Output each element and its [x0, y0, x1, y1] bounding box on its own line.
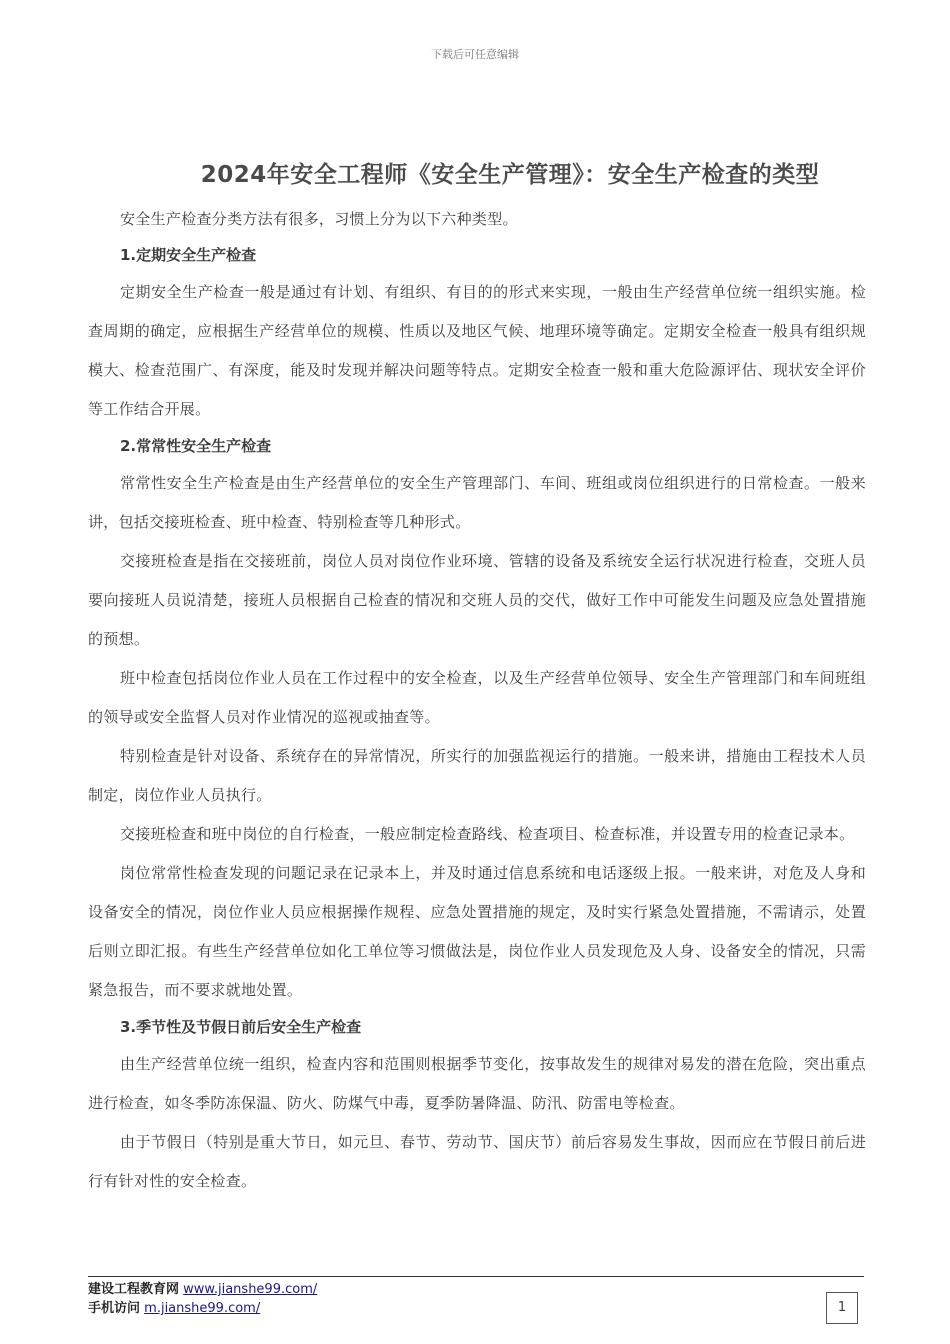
- section-heading-1: 1.定期安全生产检查: [120, 246, 257, 264]
- section-2-paragraph: 岗位常常性检查发现的问题记录在记录本上，并及时通过信息系统和电话逐级上报。一般来讲，对危及人身和设备安全的情况，岗位作业人员应根据操作规程、应急处置措施的规定，及时实行紧急处置措施，不需请示，处置后则立即汇报。有些生产经营单位如化工单位等习惯做法是，岗位作业人员发现危及人身、设备安全的情况，只需紧急报告，而不要求就地处置。: [88, 864, 866, 999]
- page-footer: [88, 1280, 317, 1318]
- footer-mobile-link[interactable]: m.jianshe99.com/: [144, 1301, 261, 1316]
- section-2-paragraph: 交接班检查和班中岗位的自行检查，一般应制定检查路线、检查项目、检查标准，并设置专用的检查记录本。: [120, 825, 855, 843]
- intro-paragraph: 安全生产检查分类方法有很多，习惯上分为以下六种类型。: [120, 210, 518, 228]
- section-1-paragraph: 定期安全生产检查一般是通过有计划、有组织、有目的的形式来实现，一般由生产经营单位统一组织实施。检查周期的确定，应根据生产经营单位的规模、性质以及地区气候、地理环境等确定。定期安全检查一般具有组织规模大、检查范围广、有深度，能及时发现并解决问题等特点。定期安全检查一般和重大危险源评估、现状安全评价等工作结合开展。: [88, 283, 866, 418]
- section-heading-3: 3.季节性及节假日前后安全生产检查: [120, 1018, 362, 1036]
- section-2-paragraph: 班中检查包括岗位作业人员在工作过程中的安全检查，以及生产经营单位领导、安全生产管理部门和车间班组的领导或安全监督人员对作业情况的巡视或抽查等。: [88, 669, 866, 726]
- header-note: 下载后可任意编辑: [431, 48, 519, 61]
- footer-site-line: [88, 1280, 317, 1299]
- footer-site-label: 建设工程教育网: [88, 1282, 180, 1297]
- footer-mobile-line: [88, 1299, 317, 1318]
- footer-divider: [88, 1276, 864, 1277]
- footer-site-link[interactable]: www.jianshe99.com/: [183, 1282, 318, 1297]
- page-number: 1: [826, 1292, 858, 1324]
- section-3-paragraph: 由生产经营单位统一组织，检查内容和范围则根据季节变化，按事故发生的规律对易发的潜在危险，突出重点进行检查，如冬季防冻保温、防火、防煤气中毒，夏季防暑降温、防汛、防雷电等检查。: [88, 1055, 866, 1112]
- document-body: [88, 204, 866, 1201]
- page-title: 2024年安全工程师《安全生产管理》：安全生产检查的类型: [200, 162, 820, 188]
- section-2-paragraph: 常常性安全生产检查是由生产经营单位的安全生产管理部门、车间、班组或岗位组织进行的日常检查。一般来讲，包括交接班检查、班中检查、特别检查等几种形式。: [88, 474, 866, 531]
- section-2-paragraph: 特别检查是针对设备、系统存在的异常情况，所实行的加强监视运行的措施。一般来讲，措施由工程技术人员制定，岗位作业人员执行。: [88, 747, 866, 804]
- section-heading-2: 2.常常性安全生产检查: [120, 437, 272, 455]
- footer-mobile-label: 手机访问: [88, 1301, 141, 1316]
- section-3-paragraph: 由于节假日（特别是重大节日，如元旦、春节、劳动节、国庆节）前后容易发生事故，因而应在节假日前后进行有针对性的安全检查。: [88, 1133, 866, 1190]
- section-2-paragraph: 交接班检查是指在交接班前，岗位人员对岗位作业环境、管辖的设备及系统安全运行状况进行检查，交班人员要向接班人员说清楚，接班人员根据自己检查的情况和交班人员的交代，做好工作中可能发生问题及应急处置措施的预想。: [88, 552, 866, 648]
